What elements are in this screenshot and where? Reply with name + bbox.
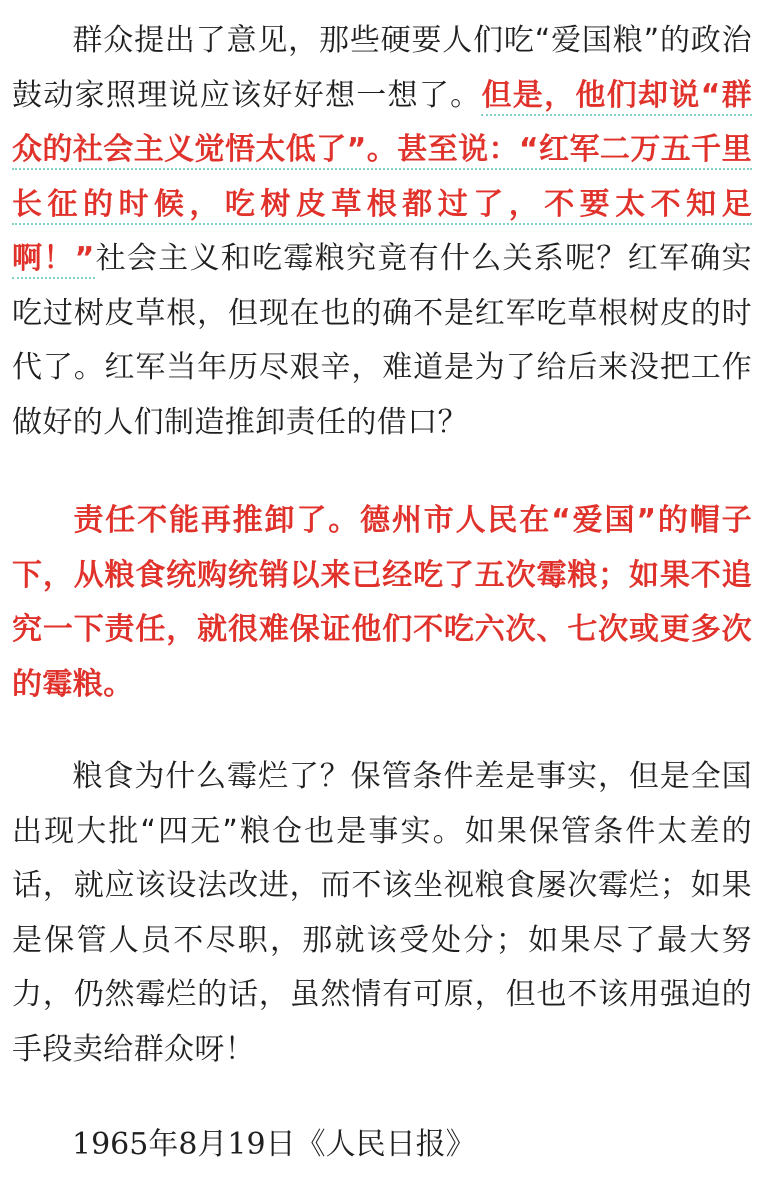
paragraph-1 — [12, 14, 752, 450]
paragraph-1-plain-start: 群众提出了意见，那些硬要人们吃“爱国粮”的政治鼓动家照理说应该好好想一想了。 — [12, 23, 752, 113]
paragraph-2-highlight — [12, 494, 752, 712]
source-citation-text: 1965年8月19日《人民日报》 — [72, 1127, 476, 1162]
paragraph-3-text: 粮食为什么霉烂了？保管条件差是事实，但是全国出现大批“四无”粮仓也是事实。如果保管条件太差的话，就应该设法改进，而不该坐视粮食屡次霉烂；如果是保管人员不尽职，那就该受处分；如果尽了最大努力，仍然霉烂的话，虽然情有可原，但也不该用强迫的手段卖给群众呀！ — [12, 759, 752, 1067]
source-citation — [12, 1118, 476, 1172]
paragraph-3 — [12, 750, 752, 1077]
paragraph-1-plain-end: 社会主义和吃霉粮究竟有什么关系呢？红军确实吃过树皮草根，但现在也的确不是红军吃草根树皮的时代了。红军当年历尽艰辛，难道是为了给后来没把工作做好的人们制造推卸责任的借口？ — [12, 241, 752, 440]
paragraph-1-highlight: 但是，他们却说“群众的社会主义觉悟太低了”。甚至说：“红军二万五千里长征的时候，吃树皮草根都过了，不要太不知足啊！” — [12, 78, 752, 280]
paragraph-2-text: 责任不能再推卸了。德州市人民在“爱国”的帽子下，从粮食统购统销以来已经吃了五次霉粮；如果不追究一下责任，就很难保证他们不吃六次、七次或更多次的霉粮。 — [12, 503, 752, 702]
